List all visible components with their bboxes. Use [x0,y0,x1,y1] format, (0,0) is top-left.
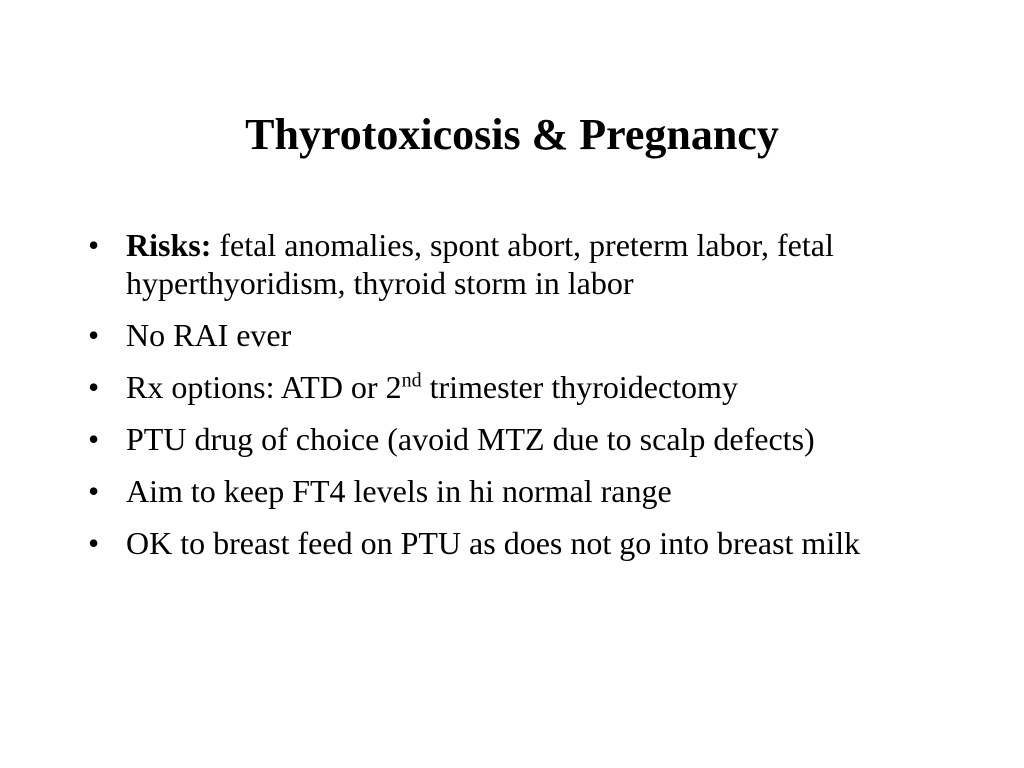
bullet-text: Aim to keep FT4 levels in hi normal range [126,473,672,509]
bullet-list [88,226,948,576]
bullet-text: fetal anomalies, spont abort, preterm labor, fetal hyperthyoridism, thyroid storm in labor [126,227,834,301]
bullet-marker: • [88,525,100,561]
slide-title: Thyrotoxicosis & Pregnancy [245,110,779,159]
bullet-rx-options [88,368,948,406]
bullet-breast-feed [88,524,948,562]
ordinal-superscript: nd [401,369,422,392]
bullet-ft4-levels [88,472,948,510]
bullet-marker: • [88,317,100,353]
bullet-text: OK to breast feed on PTU as does not go into breast milk [126,525,861,561]
bullet-marker: • [88,473,100,509]
bullet-marker: • [88,421,100,457]
bullet-ptu-choice [88,420,948,458]
bullet-lead-label: Risks: [126,227,212,263]
bullet-text-after: trimester thyroidectomy [421,369,738,405]
bullet-text: PTU drug of choice (avoid MTZ due to scalp defects) [126,421,815,457]
bullet-risks [88,226,948,302]
bullet-marker: • [88,369,100,405]
bullet-marker: • [88,227,100,263]
bullet-text-before: Rx options: ATD or 2 [126,369,402,405]
bullet-text: No RAI ever [126,317,292,353]
bullet-no-rai [88,316,948,354]
